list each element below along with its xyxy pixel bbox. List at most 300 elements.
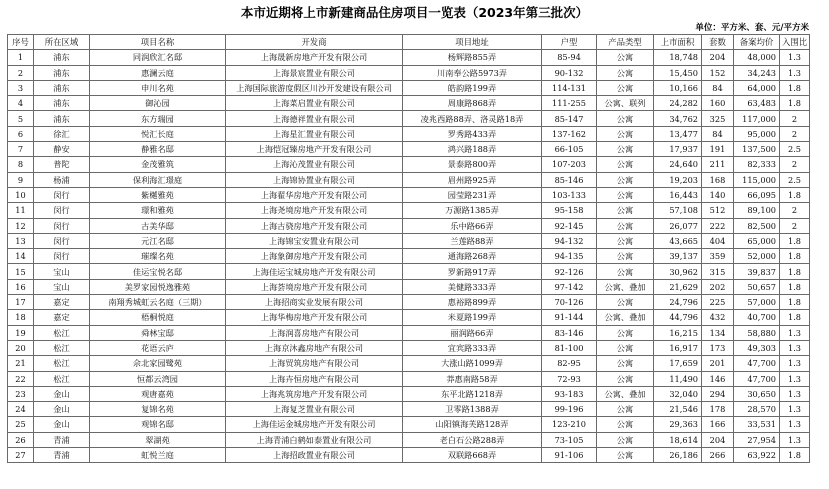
row-ratio: 1.8	[780, 96, 810, 111]
row-address: 兰莲路88弄	[403, 233, 542, 248]
row-address: 周康路868弄	[403, 96, 542, 111]
row-avg-price: 47,700	[734, 371, 780, 386]
row-developer: 上海润喜房地产有限公司	[226, 325, 403, 340]
row-ratio: 2	[780, 203, 810, 218]
row-area: 26,077	[654, 218, 702, 233]
row-district: 浦东	[34, 96, 90, 111]
table-row	[8, 448, 810, 463]
row-district: 静安	[34, 142, 90, 157]
row-project-name: 花语云庐	[90, 340, 226, 355]
row-district: 闵行	[34, 233, 90, 248]
row-avg-price: 95,000	[734, 126, 780, 141]
row-avg-price: 27,954	[734, 432, 780, 447]
row-address: 川南奉公路5973弄	[403, 65, 542, 80]
row-district: 松江	[34, 340, 90, 355]
row-ratio: 1.3	[780, 402, 810, 417]
row-area: 18,748	[654, 50, 702, 65]
row-developer: 上海象御房地产开发有限公司	[226, 249, 403, 264]
row-area: 30,962	[654, 264, 702, 279]
table-row	[8, 80, 810, 95]
table-row	[8, 111, 810, 126]
row-unit-size: 90-132	[542, 65, 597, 80]
table-row	[8, 386, 810, 401]
row-ratio: 1.8	[780, 279, 810, 294]
row-area: 24,640	[654, 157, 702, 172]
row-ratio: 1.3	[780, 340, 810, 355]
row-units: 202	[702, 279, 734, 294]
row-units: 168	[702, 172, 734, 187]
row-area: 13,477	[654, 126, 702, 141]
row-ratio: 1.8	[780, 80, 810, 95]
row-index: 23	[8, 386, 34, 401]
row-units: 166	[702, 417, 734, 432]
row-index: 9	[8, 172, 34, 187]
row-ratio: 2	[780, 111, 810, 126]
row-units: 160	[702, 96, 734, 111]
row-index: 3	[8, 80, 34, 95]
row-unit-size: 81-100	[542, 340, 597, 355]
row-address: 惠裕路899弄	[403, 295, 542, 310]
header-avg-price: 备案均价	[734, 35, 780, 50]
row-product-type: 公寓	[597, 264, 654, 279]
row-unit-size: 94-132	[542, 233, 597, 248]
row-area: 16,215	[654, 325, 702, 340]
row-unit-size: 85-147	[542, 111, 597, 126]
row-developer: 上海古骁房地产开发有限公司	[226, 218, 403, 233]
row-units: 404	[702, 233, 734, 248]
row-district: 金山	[34, 386, 90, 401]
row-unit-size: 91-144	[542, 310, 597, 325]
row-project-name: 虹悦兰庭	[90, 448, 226, 463]
row-avg-price: 47,700	[734, 356, 780, 371]
row-product-type: 公寓	[597, 295, 654, 310]
table-row	[8, 295, 810, 310]
row-area: 32,040	[654, 386, 702, 401]
row-units: 178	[702, 402, 734, 417]
row-address: 双联路668弄	[403, 448, 542, 463]
row-product-type: 公寓	[597, 187, 654, 202]
row-product-type: 公寓	[597, 172, 654, 187]
row-units: 134	[702, 325, 734, 340]
row-developer: 上海招商实业发展有限公司	[226, 295, 403, 310]
row-units: 201	[702, 356, 734, 371]
row-district: 宝山	[34, 279, 90, 294]
row-unit-size: 72-93	[542, 371, 597, 386]
header-product-type: 产品类型	[597, 35, 654, 50]
row-project-name: 惠澜云庭	[90, 65, 226, 80]
table-row	[8, 310, 810, 325]
table-row	[8, 157, 810, 172]
row-address: 老白石公路288弄	[403, 432, 542, 447]
row-area: 17,659	[654, 356, 702, 371]
row-product-type: 公寓	[597, 371, 654, 386]
table-row	[8, 402, 810, 417]
row-district: 金山	[34, 417, 90, 432]
row-address: 乐中路66弄	[403, 218, 542, 233]
row-index: 17	[8, 295, 34, 310]
row-project-name: 御沁园	[90, 96, 226, 111]
row-project-name: 静雅名邸	[90, 142, 226, 157]
row-address: 罗新路917弄	[403, 264, 542, 279]
row-district: 金山	[34, 402, 90, 417]
row-developer: 上海尧境房地产开发有限公司	[226, 203, 403, 218]
row-ratio: 1.3	[780, 65, 810, 80]
row-index: 19	[8, 325, 34, 340]
row-district: 嘉定	[34, 295, 90, 310]
row-index: 27	[8, 448, 34, 463]
row-project-name: 璟和雅苑	[90, 203, 226, 218]
row-district: 浦东	[34, 111, 90, 126]
row-developer: 上海华梅房地产开发有限公司	[226, 310, 403, 325]
row-district: 松江	[34, 325, 90, 340]
row-ratio: 1.8	[780, 448, 810, 463]
row-unit-size: 92-126	[542, 264, 597, 279]
row-developer: 上海锦协置业有限公司	[226, 172, 403, 187]
row-avg-price: 82,500	[734, 218, 780, 233]
row-district: 闵行	[34, 203, 90, 218]
row-area: 11,490	[654, 371, 702, 386]
row-avg-price: 64,000	[734, 80, 780, 95]
row-product-type: 公寓、叠加	[597, 386, 654, 401]
row-project-name: 美罗家园悦逸雅苑	[90, 279, 226, 294]
row-unit-size: 99-196	[542, 402, 597, 417]
row-district: 徐汇	[34, 126, 90, 141]
row-project-name: 舜林宝邸	[90, 325, 226, 340]
row-avg-price: 28,570	[734, 402, 780, 417]
row-area: 19,203	[654, 172, 702, 187]
row-avg-price: 48,000	[734, 50, 780, 65]
row-address: 罗秀路433弄	[403, 126, 542, 141]
row-developer: 上海晟新房地产开发有限公司	[226, 50, 403, 65]
row-units: 204	[702, 50, 734, 65]
table-row	[8, 417, 810, 432]
row-unit-size: 73-105	[542, 432, 597, 447]
row-unit-size: 137-162	[542, 126, 597, 141]
row-units: 266	[702, 448, 734, 463]
row-unit-size: 85-94	[542, 50, 597, 65]
row-index: 10	[8, 187, 34, 202]
row-developer: 上海京沐鑫房地产有限公司	[226, 340, 403, 355]
row-avg-price: 82,333	[734, 157, 780, 172]
row-units: 315	[702, 264, 734, 279]
row-area: 29,363	[654, 417, 702, 432]
row-product-type: 公寓	[597, 80, 654, 95]
table-header-row	[8, 35, 810, 50]
row-unit-size: 97-142	[542, 279, 597, 294]
page-title: 本市近期将上市新建商品住房项目一览表（2023年第三批次）	[240, 5, 589, 20]
row-district: 宝山	[34, 264, 90, 279]
row-unit-size: 91-106	[542, 448, 597, 463]
row-product-type: 公寓	[597, 325, 654, 340]
row-address: 米夏路199弄	[403, 310, 542, 325]
row-index: 15	[8, 264, 34, 279]
row-units: 294	[702, 386, 734, 401]
table-row	[8, 203, 810, 218]
row-district: 青浦	[34, 432, 90, 447]
row-developer: 上海卉恒房地产有限公司	[226, 371, 403, 386]
table-row	[8, 356, 810, 371]
row-unit-size: 94-135	[542, 249, 597, 264]
row-index: 21	[8, 356, 34, 371]
row-index: 22	[8, 371, 34, 386]
header-district: 所在区域	[34, 35, 90, 50]
row-area: 10,166	[654, 80, 702, 95]
row-unit-size: 70-126	[542, 295, 597, 310]
row-avg-price: 40,700	[734, 310, 780, 325]
row-product-type: 公寓	[597, 157, 654, 172]
row-area: 18,614	[654, 432, 702, 447]
row-ratio: 1.8	[780, 249, 810, 264]
row-address: 万源路1385弄	[403, 203, 542, 218]
row-units: 512	[702, 203, 734, 218]
header-units: 套数	[702, 35, 734, 50]
row-project-name: 申川名苑	[90, 80, 226, 95]
row-ratio: 1.8	[780, 295, 810, 310]
row-units: 152	[702, 65, 734, 80]
row-product-type: 公寓	[597, 356, 654, 371]
row-address: 东平北路1218弄	[403, 386, 542, 401]
table-row	[8, 142, 810, 157]
row-project-name: 佳运宝悦名邸	[90, 264, 226, 279]
row-index: 7	[8, 142, 34, 157]
row-address: 景泰路800弄	[403, 157, 542, 172]
row-unit-size: 123-210	[542, 417, 597, 432]
row-unit-size: 83-146	[542, 325, 597, 340]
row-units: 191	[702, 142, 734, 157]
row-developer: 上海贸筑房地产有限公司	[226, 356, 403, 371]
table-row	[8, 126, 810, 141]
header-unit-size: 户型	[542, 35, 597, 50]
row-address: 美健路333弄	[403, 279, 542, 294]
row-developer: 上海沁茂置业有限公司	[226, 157, 403, 172]
row-avg-price: 63,483	[734, 96, 780, 111]
row-area: 26,186	[654, 448, 702, 463]
row-address: 丽润路66弄	[403, 325, 542, 340]
row-index: 11	[8, 203, 34, 218]
table-row	[8, 371, 810, 386]
row-avg-price: 33,531	[734, 417, 780, 432]
row-product-type: 公寓	[597, 50, 654, 65]
row-developer: 上海荟境房地产开发有限公司	[226, 279, 403, 294]
row-units: 173	[702, 340, 734, 355]
row-units: 225	[702, 295, 734, 310]
row-ratio: 2.5	[780, 172, 810, 187]
row-units: 84	[702, 80, 734, 95]
row-ratio: 1.8	[780, 233, 810, 248]
row-district: 青浦	[34, 448, 90, 463]
row-area: 24,282	[654, 96, 702, 111]
row-project-name: 东方瑞园	[90, 111, 226, 126]
row-ratio: 2	[780, 218, 810, 233]
header-project-name: 项目名称	[90, 35, 226, 50]
row-units: 432	[702, 310, 734, 325]
row-avg-price: 63,922	[734, 448, 780, 463]
row-product-type: 公寓、叠加	[597, 310, 654, 325]
row-area: 21,546	[654, 402, 702, 417]
row-project-name: 梧桐悦庭	[90, 310, 226, 325]
row-product-type: 公寓	[597, 65, 654, 80]
row-index: 16	[8, 279, 34, 294]
row-developer: 上海锦宝安置业有限公司	[226, 233, 403, 248]
row-avg-price: 117,000	[734, 111, 780, 126]
row-avg-price: 34,243	[734, 65, 780, 80]
row-unit-size: 85-146	[542, 172, 597, 187]
row-project-name: 佘北家园鹭苑	[90, 356, 226, 371]
table-row	[8, 187, 810, 202]
row-project-name: 悦汇长庭	[90, 126, 226, 141]
row-developer: 上海恺冠臻房地产开发有限公司	[226, 142, 403, 157]
row-ratio: 1.8	[780, 264, 810, 279]
row-ratio: 1.3	[780, 386, 810, 401]
row-district: 闵行	[34, 218, 90, 233]
row-index: 4	[8, 96, 34, 111]
row-units: 84	[702, 126, 734, 141]
row-ratio: 1.8	[780, 187, 810, 202]
row-index: 26	[8, 432, 34, 447]
row-developer: 上海国际旅游度假区川沙开发建设有限公司	[226, 80, 403, 95]
row-project-name: 古美华邸	[90, 218, 226, 233]
row-unit-size: 114-131	[542, 80, 597, 95]
row-product-type: 公寓	[597, 417, 654, 432]
row-ratio: 1.3	[780, 417, 810, 432]
row-ratio: 1.3	[780, 371, 810, 386]
row-district: 浦东	[34, 80, 90, 95]
table-row	[8, 96, 810, 111]
table-row	[8, 50, 810, 65]
row-district: 普陀	[34, 157, 90, 172]
row-area: 57,108	[654, 203, 702, 218]
row-avg-price: 137,500	[734, 142, 780, 157]
row-product-type: 公寓	[597, 142, 654, 157]
row-unit-size: 111-255	[542, 96, 597, 111]
row-unit-size: 92-145	[542, 218, 597, 233]
row-developer: 上海景宸置业有限公司	[226, 65, 403, 80]
row-product-type: 公寓、联列	[597, 96, 654, 111]
row-product-type: 公寓	[597, 448, 654, 463]
row-ratio: 1.3	[780, 325, 810, 340]
row-project-name: 同润欣汇名邸	[90, 50, 226, 65]
header-developer: 开发商	[226, 35, 403, 50]
row-unit-size: 66-105	[542, 142, 597, 157]
row-project-name: 恒都云湾园	[90, 371, 226, 386]
row-ratio: 1.3	[780, 50, 810, 65]
row-area: 15,450	[654, 65, 702, 80]
row-district: 嘉定	[34, 310, 90, 325]
row-area: 39,137	[654, 249, 702, 264]
row-product-type: 公寓	[597, 233, 654, 248]
row-avg-price: 115,000	[734, 172, 780, 187]
row-avg-price: 50,657	[734, 279, 780, 294]
row-ratio: 1.3	[780, 432, 810, 447]
table-row	[8, 279, 810, 294]
row-units: 359	[702, 249, 734, 264]
row-product-type: 公寓	[597, 402, 654, 417]
row-area: 21,629	[654, 279, 702, 294]
row-product-type: 公寓	[597, 218, 654, 233]
row-area: 16,443	[654, 187, 702, 202]
row-ratio: 2.5	[780, 142, 810, 157]
header-ratio: 入围比	[780, 35, 810, 50]
row-units: 140	[702, 187, 734, 202]
row-area: 16,917	[654, 340, 702, 355]
table-row	[8, 218, 810, 233]
table-row	[8, 264, 810, 279]
row-project-name: 观锦名邸	[90, 417, 226, 432]
row-developer: 上海青浦白鹤如泰置业有限公司	[226, 432, 403, 447]
row-area: 24,796	[654, 295, 702, 310]
row-address: 卫零路1388弄	[403, 402, 542, 417]
row-project-name: 观唐嘉苑	[90, 386, 226, 401]
row-developer: 上海翟华房地产开发有限公司	[226, 187, 403, 202]
row-developer: 上海佳运宝城房地产开发有限公司	[226, 264, 403, 279]
row-product-type: 公寓、叠加	[597, 279, 654, 294]
row-product-type: 公寓	[597, 111, 654, 126]
row-ratio: 1.8	[780, 310, 810, 325]
row-project-name: 复锦名苑	[90, 402, 226, 417]
row-index: 13	[8, 233, 34, 248]
row-avg-price: 30,650	[734, 386, 780, 401]
row-address: 凌兆西路88弄、洛灵路18弄	[403, 111, 542, 126]
row-units: 146	[702, 371, 734, 386]
row-address: 山阳镇海芙路128弄	[403, 417, 542, 432]
table-row	[8, 172, 810, 187]
row-index: 25	[8, 417, 34, 432]
row-developer: 上海佳运金城房地产开发有限公司	[226, 417, 403, 432]
row-index: 5	[8, 111, 34, 126]
row-project-name: 金茂雅筑	[90, 157, 226, 172]
row-developer: 上海招政置业有限公司	[226, 448, 403, 463]
row-address: 大涨山路1099弄	[403, 356, 542, 371]
row-developer: 上海复芝置业有限公司	[226, 402, 403, 417]
row-unit-size: 82-95	[542, 356, 597, 371]
row-avg-price: 89,100	[734, 203, 780, 218]
row-avg-price: 57,000	[734, 295, 780, 310]
row-product-type: 公寓	[597, 126, 654, 141]
row-ratio: 2	[780, 157, 810, 172]
row-index: 2	[8, 65, 34, 80]
row-district: 松江	[34, 356, 90, 371]
row-address: 皓韵路199弄	[403, 80, 542, 95]
row-district: 闵行	[34, 187, 90, 202]
row-avg-price: 66,095	[734, 187, 780, 202]
row-unit-size: 103-133	[542, 187, 597, 202]
table-row	[8, 325, 810, 340]
row-index: 8	[8, 157, 34, 172]
row-product-type: 公寓	[597, 203, 654, 218]
row-district: 浦东	[34, 65, 90, 80]
table-row	[8, 233, 810, 248]
housing-projects-table	[7, 34, 810, 463]
row-developer: 上海兆筑房地产开发有限公司	[226, 386, 403, 401]
header-area: 上市面积	[654, 35, 702, 50]
row-address: 杨辉路855弄	[403, 50, 542, 65]
row-unit-size: 93-183	[542, 386, 597, 401]
row-address: 园莹路231弄	[403, 187, 542, 202]
row-units: 211	[702, 157, 734, 172]
row-index: 1	[8, 50, 34, 65]
header-address: 项目地址	[403, 35, 542, 50]
row-district: 松江	[34, 371, 90, 386]
row-index: 24	[8, 402, 34, 417]
row-project-name: 南翔秀城虹云名庭（三期）	[90, 295, 226, 310]
row-address: 眉州路925弄	[403, 172, 542, 187]
row-product-type: 公寓	[597, 249, 654, 264]
row-district: 浦东	[34, 50, 90, 65]
row-index: 12	[8, 218, 34, 233]
row-project-name: 保利海汇璟庭	[90, 172, 226, 187]
row-developer: 上海星汇置业有限公司	[226, 126, 403, 141]
row-area: 17,937	[654, 142, 702, 157]
